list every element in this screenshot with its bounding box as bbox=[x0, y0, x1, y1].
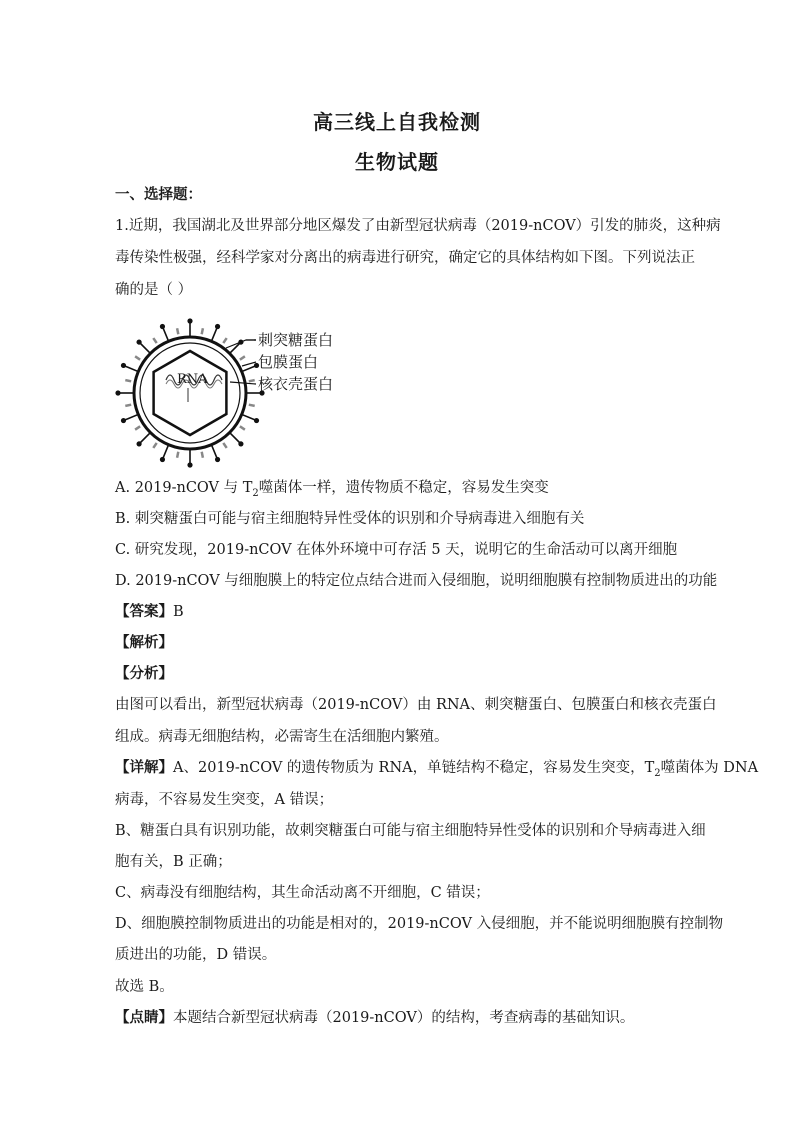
question-stem-line1: 1.近期，我国湖北及世界部分地区爆发了由新型冠状病毒（2019-nCOV）引发的肺炎，这种病 bbox=[115, 218, 721, 234]
envelope-protein-mark bbox=[125, 405, 131, 406]
inner-envelope-ring bbox=[140, 343, 240, 443]
pointer-line-envelope bbox=[242, 362, 256, 366]
question-stem-line2: 毒传染性极强，经科学家对分离出的病毒进行研究，确定它的具体结构如下图。下列说法正 bbox=[115, 250, 695, 266]
envelope-protein-mark bbox=[240, 356, 245, 359]
spike-head bbox=[254, 418, 259, 423]
answer-line bbox=[115, 602, 690, 622]
capsid-hexagon bbox=[154, 351, 227, 435]
envelope-protein-mark bbox=[135, 426, 140, 429]
option-b: B. 刺突糖蛋白可能与宿主细胞特异性受体的识别和介导病毒进入细胞有关 bbox=[115, 511, 585, 527]
spike-stem bbox=[242, 366, 255, 371]
spike-head bbox=[136, 441, 141, 446]
envelope-protein-mark bbox=[240, 426, 245, 429]
option-a: A. 2019-nCOV 与 $T_2$噬菌体一样，遗传物质不稳定，容易发生突变 bbox=[115, 480, 549, 499]
page-title: 高三线上自我检测 bbox=[313, 110, 481, 134]
virus-structure-figure bbox=[118, 318, 378, 468]
virus-diagram bbox=[118, 318, 378, 468]
fenxi-line1: 由图可以看出，新型冠状病毒（2019-nCOV）由 RNA、刺突糖蛋白、包膜蛋白和核衣壳蛋白 bbox=[115, 697, 717, 713]
fenxi-tag: 【分析】 bbox=[115, 665, 173, 682]
spike-glycoproteins bbox=[115, 318, 264, 467]
detail-b-line1: B、糖蛋白具有识别功能，故刺突糖蛋白可能与宿主细胞特异性受体的识别和介导病毒进入细 bbox=[115, 823, 706, 839]
spike-head bbox=[160, 457, 165, 462]
option-c: C. 研究发现，2019-nCOV 在体外环境中可存活 5 天，说明它的生命活动可以离开细胞 bbox=[115, 542, 678, 558]
detail-a-line2: 病毒，不容易发生突变，A 错误； bbox=[115, 792, 334, 808]
detail-a-line1: 【详解】A、2019-nCOV 的遗传物质为 RNA，单链结构不稳定，容易发生突变，$T_2$噬菌体为 DNA bbox=[115, 759, 759, 779]
spike-stem bbox=[211, 328, 216, 341]
spike-stem bbox=[141, 433, 151, 443]
rna-label: RNA bbox=[177, 372, 208, 387]
label-spike-glycoprotein: 刺突糖蛋白 bbox=[258, 331, 334, 349]
detail-d-line2: 质进出的功能，D 错误。 bbox=[115, 947, 277, 963]
envelope-protein-mark bbox=[223, 338, 226, 343]
spike-stem bbox=[211, 445, 216, 458]
detail-c-line: C、病毒没有细胞结构，其生命活动离不开细胞，C 错误； bbox=[115, 885, 490, 901]
detail-d-line1: D、细胞膜控制物质进出的功能是相对的，2019-nCOV 入侵细胞，并不能说明细胞膜有控制物 bbox=[115, 916, 724, 932]
spike-stem bbox=[141, 344, 151, 354]
answer-value: B bbox=[173, 604, 184, 620]
spike-head bbox=[187, 462, 192, 467]
detail-conclusion: 故选 B。 bbox=[115, 979, 174, 995]
spike-head bbox=[136, 339, 141, 344]
spike-head bbox=[115, 390, 120, 395]
comment-tag: 【点睛】 bbox=[115, 1009, 173, 1026]
page-subtitle: 生物试题 bbox=[355, 150, 439, 174]
spike-head bbox=[121, 418, 126, 423]
spike-stem bbox=[125, 366, 138, 371]
envelope-protein-mark bbox=[135, 356, 140, 359]
pointer-line-capsid bbox=[230, 382, 256, 384]
envelope-ring bbox=[134, 337, 246, 449]
fenxi-line2: 组成。病毒无细胞结构，必需寄生在活细胞内繁殖。 bbox=[115, 729, 449, 745]
envelope-protein-mark bbox=[125, 380, 131, 381]
envelope-protein-mark bbox=[153, 443, 156, 448]
detail-b-line2: 胞有关，B 正确； bbox=[115, 854, 232, 870]
label-capsid-protein: 核衣壳蛋白 bbox=[258, 375, 334, 393]
envelope-protein-mark bbox=[177, 452, 178, 458]
spike-stem bbox=[125, 414, 138, 419]
comment-line: 【点睛】本题结合新型冠状病毒（2019-nCOV）的结构，考查病毒的基础知识。 bbox=[115, 1009, 635, 1026]
analysis-tag: 【解析】 bbox=[115, 634, 173, 651]
envelope-protein-mark bbox=[177, 328, 178, 334]
envelope-protein-mark bbox=[202, 452, 203, 458]
envelope-protein-mark bbox=[153, 338, 156, 343]
detail-tag: 【详解】 bbox=[115, 759, 173, 776]
spike-head bbox=[215, 457, 220, 462]
spike-head bbox=[160, 324, 165, 329]
spike-stem bbox=[163, 445, 168, 458]
spike-head bbox=[215, 324, 220, 329]
answer-tag: 【答案】 bbox=[115, 603, 173, 620]
option-d: D. 2019-nCOV 与细胞膜上的特定位点结合进而入侵细胞，说明细胞膜有控制物质进出的功能 bbox=[115, 573, 718, 589]
spike-head bbox=[121, 363, 126, 368]
spike-stem bbox=[163, 328, 168, 341]
spike-stem bbox=[230, 433, 240, 443]
section-heading: 一、选择题： bbox=[115, 186, 202, 203]
spike-stem bbox=[242, 414, 255, 419]
envelope-protein-mark bbox=[249, 405, 255, 406]
spike-head bbox=[187, 318, 192, 323]
label-envelope-protein: 包膜蛋白 bbox=[258, 353, 319, 371]
envelope-protein-mark bbox=[249, 380, 255, 381]
envelope-protein-mark bbox=[223, 443, 226, 448]
envelope-protein-mark bbox=[202, 328, 203, 334]
spike-head bbox=[238, 441, 243, 446]
question-stem-line3: 确的是（ ） bbox=[115, 282, 193, 298]
